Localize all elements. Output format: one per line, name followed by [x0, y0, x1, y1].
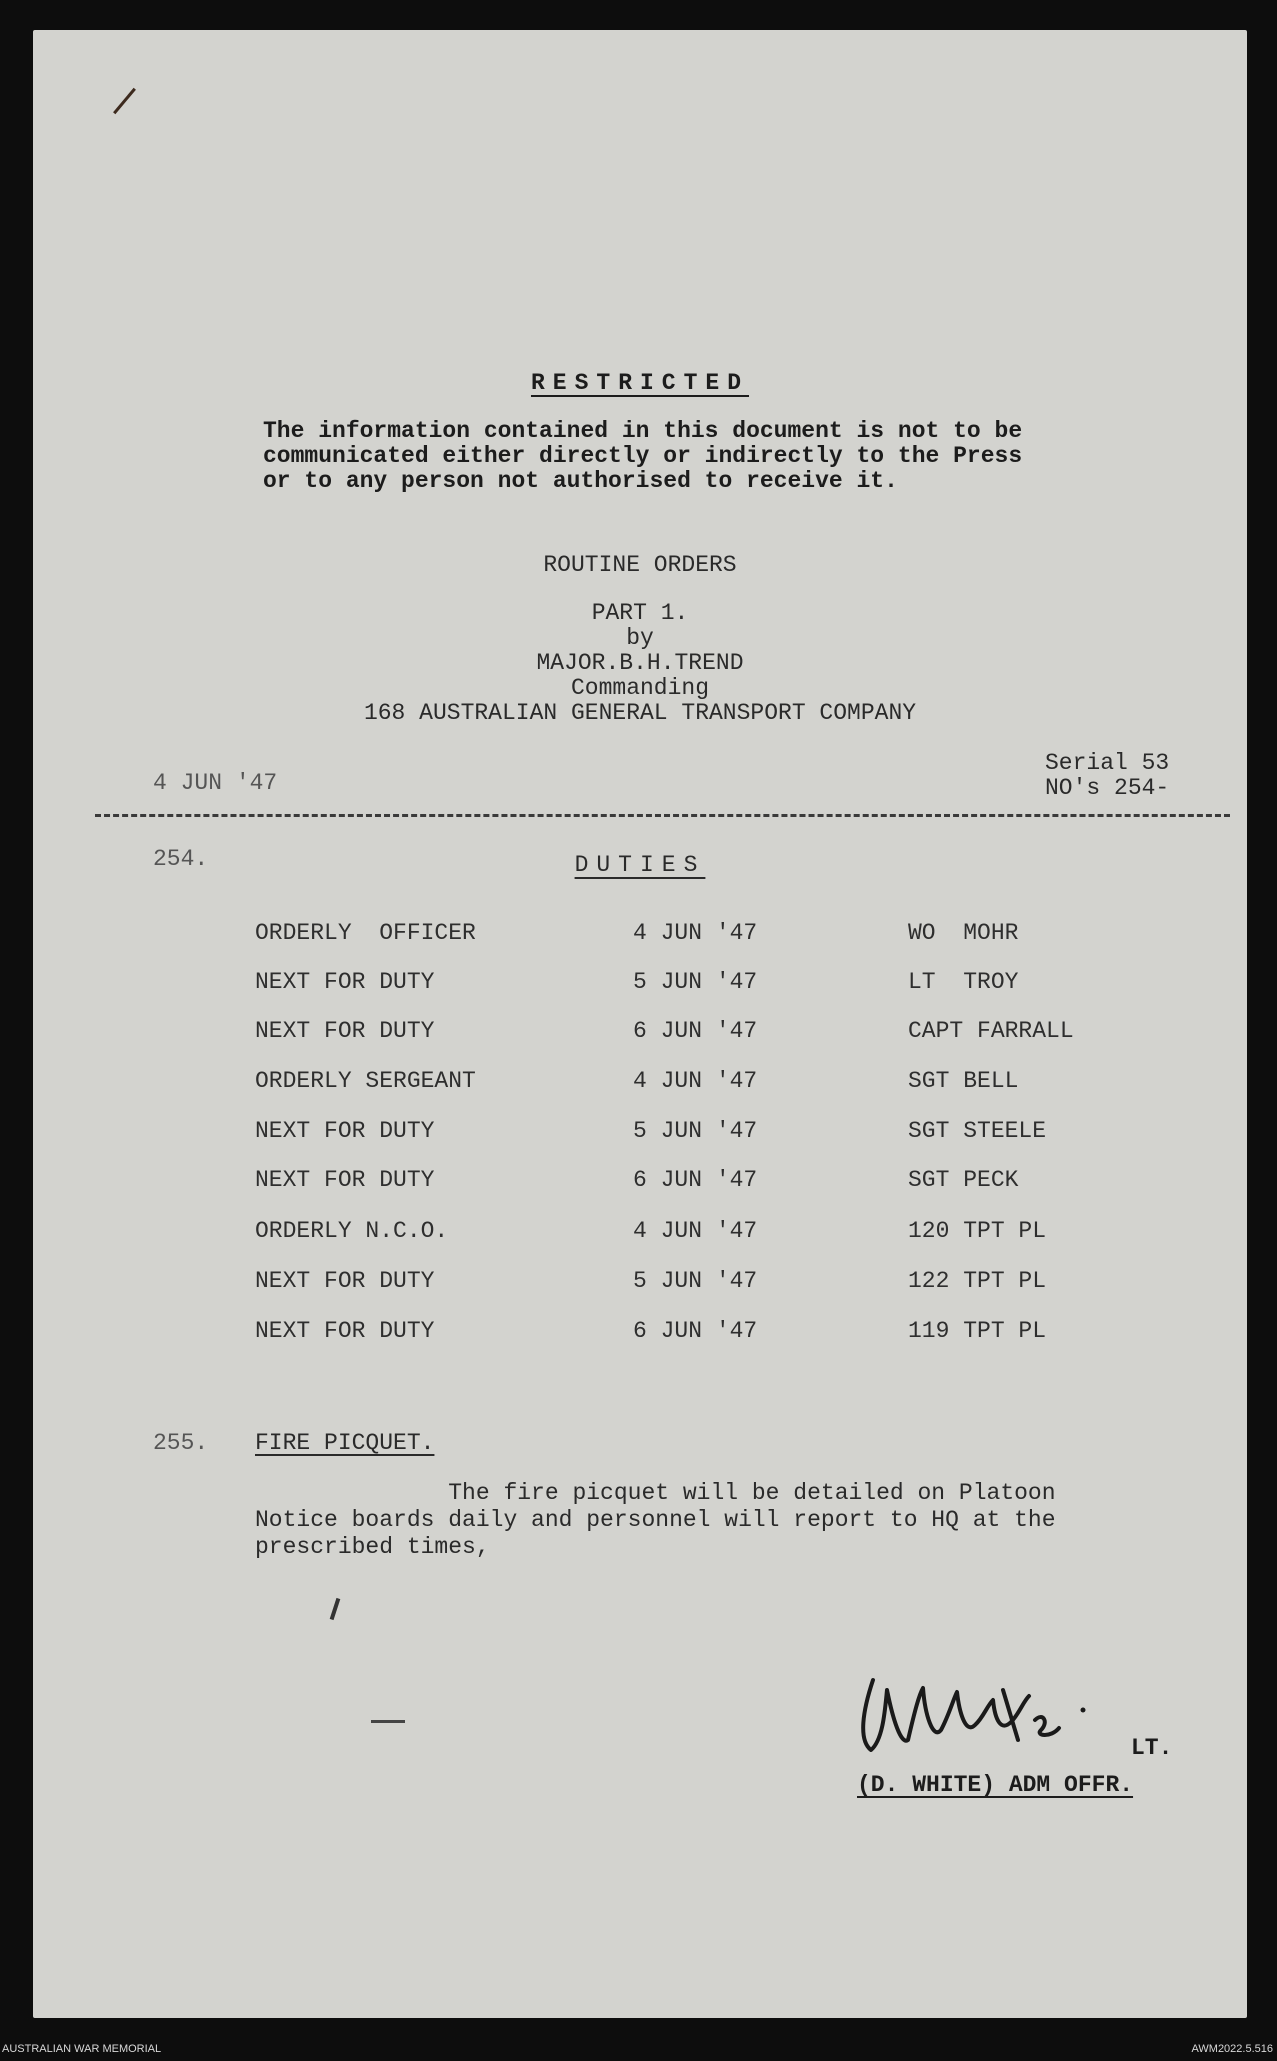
- duty-date: 5 JUN '47: [633, 1118, 758, 1144]
- footer-accession-number: AWM2022.5.516: [1191, 2043, 1273, 2055]
- duty-name: ORDERLY SERGEANT: [255, 1068, 476, 1094]
- officer-name: MAJOR.B.H.TREND: [536, 650, 744, 676]
- duty-date: 6 JUN '47: [633, 1318, 758, 1344]
- duty-date: 6 JUN '47: [633, 1167, 758, 1193]
- document-page: [33, 30, 1247, 2018]
- duty-date: 5 JUN '47: [633, 969, 758, 995]
- duty-person: SGT BELL: [908, 1068, 1019, 1094]
- by-label: by: [626, 625, 654, 651]
- duties-heading: DUTIES: [574, 852, 706, 878]
- classification-heading: RESTRICTED: [530, 370, 750, 396]
- fire-picquet-line-3: prescribed times,: [255, 1534, 490, 1560]
- duty-person: 119 TPT PL: [908, 1318, 1047, 1344]
- signatory-name: (D. WHITE) ADM OFFR.: [857, 1772, 1134, 1798]
- fire-picquet-line-2: Notice boards daily and personnel will report to HQ at the: [255, 1507, 1056, 1533]
- duty-person: CAPT FARRALL: [908, 1018, 1074, 1044]
- duty-row: [33, 1165, 1247, 1195]
- section-divider: [95, 814, 1230, 817]
- duty-name: ORDERLY OFFICER: [255, 920, 476, 946]
- duty-date: 4 JUN '47: [633, 920, 758, 946]
- ink-mark: [371, 1720, 405, 1723]
- document-title: ROUTINE ORDERS: [543, 552, 737, 578]
- duty-date: 5 JUN '47: [633, 1268, 758, 1294]
- fire-picquet-line-1: The fire picquet will be detailed on Platoon: [255, 1480, 1056, 1506]
- duty-name: NEXT FOR DUTY: [255, 1268, 435, 1294]
- duty-row: [33, 918, 1247, 948]
- duty-row: [33, 1316, 1247, 1346]
- notice-line-2: communicated either directly or indirectly to the Press: [263, 443, 1023, 469]
- fire-picquet-heading: FIRE PICQUET.: [255, 1430, 435, 1456]
- notice-line-1: The information contained in this document is not to be: [263, 418, 1023, 444]
- duty-name: NEXT FOR DUTY: [255, 1318, 435, 1344]
- duty-date: 4 JUN '47: [633, 1218, 758, 1244]
- paper-damage-mark: [113, 88, 136, 114]
- fire-picquet-item-number: 255.: [153, 1430, 209, 1456]
- duty-person: SGT PECK: [908, 1167, 1019, 1193]
- duty-name: NEXT FOR DUTY: [255, 1167, 435, 1193]
- duty-row: [33, 1116, 1247, 1146]
- notice-line-3: or to any person not authorised to receive it.: [263, 468, 898, 494]
- officer-role: Commanding: [570, 675, 710, 701]
- duty-row: [33, 1216, 1247, 1246]
- ink-mark: [330, 1598, 341, 1620]
- duty-name: NEXT FOR DUTY: [255, 1118, 435, 1144]
- duty-name: NEXT FOR DUTY: [255, 969, 435, 995]
- duties-item-number: 254.: [153, 846, 209, 872]
- part-label: PART 1.: [591, 600, 689, 626]
- duty-row: [33, 1266, 1247, 1296]
- duty-person: 122 TPT PL: [908, 1268, 1047, 1294]
- duty-name: ORDERLY N.C.O.: [255, 1218, 449, 1244]
- order-date: 4 JUN '47: [153, 770, 278, 796]
- signatory-rank: LT.: [1131, 1735, 1173, 1761]
- duty-person: LT TROY: [908, 969, 1019, 995]
- duty-row: [33, 967, 1247, 997]
- duty-person: SGT STEELE: [908, 1118, 1047, 1144]
- duty-row: [33, 1016, 1247, 1046]
- duty-date: 4 JUN '47: [633, 1068, 758, 1094]
- duty-person: 120 TPT PL: [908, 1218, 1047, 1244]
- duty-date: 6 JUN '47: [633, 1018, 758, 1044]
- footer-institution: AUSTRALIAN WAR MEMORIAL: [2, 2043, 162, 2055]
- serial-number: Serial 53: [1045, 750, 1170, 776]
- duty-person: WO MOHR: [908, 920, 1019, 946]
- duty-row: [33, 1066, 1247, 1096]
- unit-name: 168 AUSTRALIAN GENERAL TRANSPORT COMPANY: [363, 700, 917, 726]
- order-numbers: NO's 254-: [1045, 775, 1170, 801]
- handwritten-signature: [853, 1670, 1093, 1760]
- duty-name: NEXT FOR DUTY: [255, 1018, 435, 1044]
